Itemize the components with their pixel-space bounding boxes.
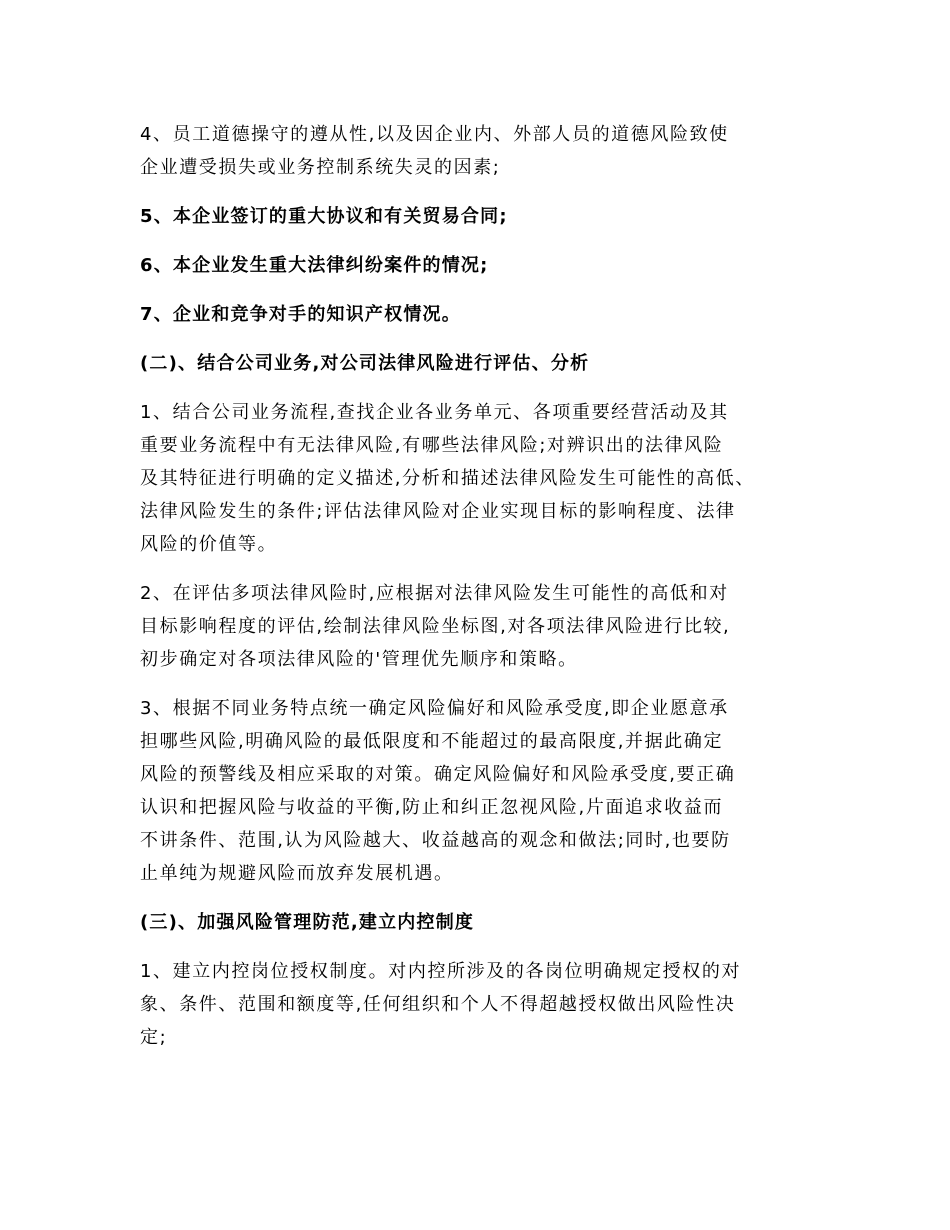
text-line: 担哪些风险,明确风险的最低限度和不能超过的最高限度,并据此确定	[140, 731, 724, 752]
text-line: 认识和把握风险与收益的平衡,防止和纠正忽视风险,片面追求收益而	[140, 797, 724, 818]
body-paragraph	[140, 118, 820, 184]
text-line: 不讲条件、范围,认为风险越大、收益越高的观念和做法;同时,也要防	[140, 830, 731, 851]
text-line: (二)、结合公司业务,对公司法律风险进行评估、分析	[140, 353, 590, 374]
text-line: 3、根据不同业务特点统一确定风险偏好和风险承受度,即企业愿意承	[140, 698, 729, 719]
text-line: 及其特征进行明确的定义描述,分析和描述法律风险发生可能性的高低、	[140, 468, 755, 489]
text-line: 法律风险发生的条件;评估法律风险对企业实现目标的影响程度、法律	[140, 501, 736, 522]
text-line: 5、本企业签订的重大协议和有关贸易合同;	[140, 206, 508, 227]
text-line: 象、条件、范围和额度等,任何组织和个人不得超越授权做出风险性决	[140, 994, 736, 1015]
section-heading	[140, 249, 820, 282]
text-line: 4、员工道德操守的遵从性,以及因企业内、外部人员的道德风险致使	[140, 124, 729, 145]
text-line: 7、企业和竞争对手的知识产权情况。	[140, 304, 461, 325]
text-line: 企业遭受损失或业务控制系统失灵的因素;	[140, 157, 501, 178]
document-page	[140, 118, 820, 1070]
text-line: 重要业务流程中有无法律风险,有哪些法律风险;对辨识出的法律风险	[140, 435, 724, 456]
text-line: 目标影响程度的评估,绘制法律风险坐标图,对各项法律风险进行比较,	[140, 616, 731, 637]
text-line: (三)、加强风险管理防范,建立内控制度	[140, 912, 475, 933]
section-heading	[140, 347, 820, 380]
text-line: 初步确定对各项法律风险的'管理优先顺序和策略。	[140, 649, 578, 670]
text-line: 1、建立内控岗位授权制度。对内控所涉及的各岗位明确规定授权的对	[140, 961, 742, 982]
text-line: 风险的预警线及相应采取的对策。确定风险偏好和风险承受度,要正确	[140, 764, 736, 785]
body-paragraph	[140, 577, 820, 676]
section-heading	[140, 298, 820, 331]
text-line: 风险的价值等。	[140, 534, 278, 555]
body-paragraph	[140, 955, 820, 1054]
body-paragraph	[140, 692, 820, 890]
body-paragraph	[140, 396, 820, 561]
text-line: 定;	[140, 1027, 168, 1048]
text-line: 1、结合公司业务流程,查找企业各业务单元、各项重要经营活动及其	[140, 402, 729, 423]
section-heading	[140, 906, 820, 939]
text-line: 止单纯为规避风险而放弃发展机遇。	[140, 863, 454, 884]
text-line: 2、在评估多项法律风险时,应根据对法律风险发生可能性的高低和对	[140, 583, 729, 604]
section-heading	[140, 200, 820, 233]
text-line: 6、本企业发生重大法律纠纷案件的情况;	[140, 255, 489, 276]
